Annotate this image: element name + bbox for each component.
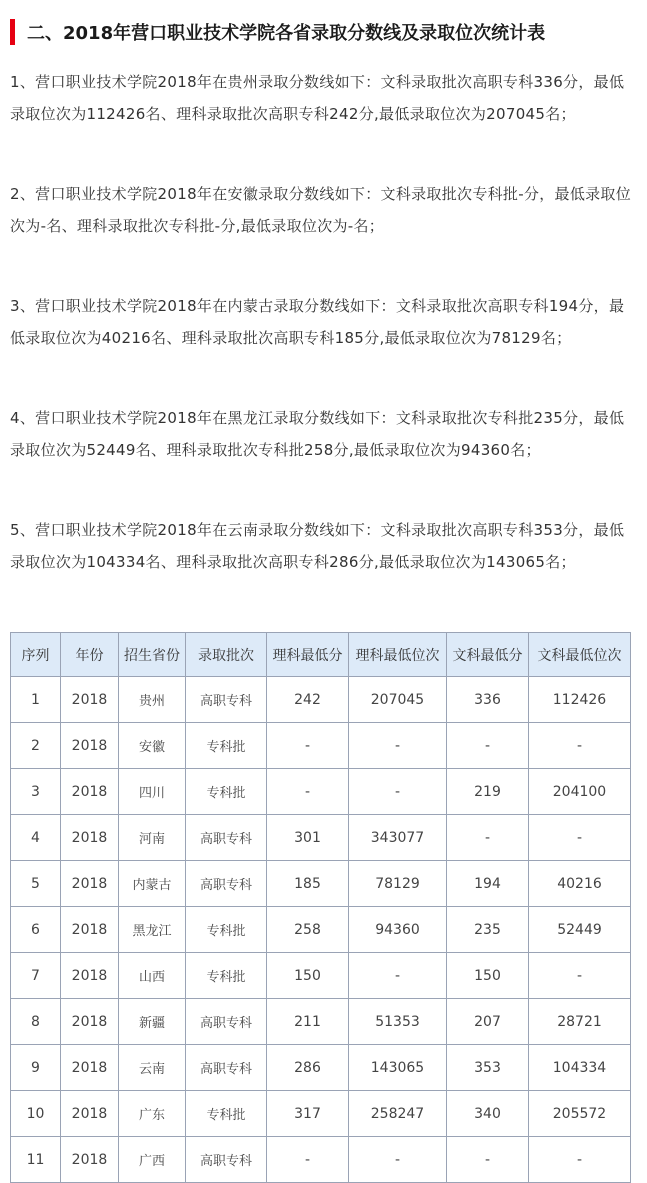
table-cell: 52449 [529, 907, 631, 953]
table-cell: 5 [11, 861, 61, 907]
table-cell: 9 [11, 1045, 61, 1091]
table-cell: 2018 [61, 907, 119, 953]
table-cell: 河南 [119, 815, 186, 861]
table-cell: - [267, 723, 349, 769]
table-header-row [11, 633, 631, 677]
table-cell: 4 [11, 815, 61, 861]
table-cell: 安徽 [119, 723, 186, 769]
admission-table-wrapper [10, 632, 631, 1183]
table-cell: - [267, 769, 349, 815]
table-cell: - [349, 769, 447, 815]
table-cell: 211 [267, 999, 349, 1045]
table-cell: 3 [11, 769, 61, 815]
table-cell: 高职专科 [186, 861, 267, 907]
table-row [11, 815, 631, 861]
table-cell: - [447, 1137, 529, 1183]
table-cell: 78129 [349, 861, 447, 907]
header-cell: 录取批次 [186, 633, 267, 677]
table-cell: 2018 [61, 953, 119, 999]
table-cell: 205572 [529, 1091, 631, 1137]
header-cell: 文科最低位次 [529, 633, 631, 677]
table-cell: 高职专科 [186, 1045, 267, 1091]
table-cell: 高职专科 [186, 999, 267, 1045]
table-cell: 专科批 [186, 907, 267, 953]
paragraph: 3、营口职业技术学院2018年在内蒙古录取分数线如下：文科录取批次高职专科194分，最低录取位次为40216名、理科录取批次高职专科185分,最低录取位次为78129名； [10, 297, 625, 347]
paragraph: 4、营口职业技术学院2018年在黑龙江录取分数线如下：文科录取批次专科批235分，最低录取位次为52449名、理科录取批次专科批258分,最低录取位次为94360名； [10, 409, 625, 459]
table-cell: 301 [267, 815, 349, 861]
table-cell: 高职专科 [186, 677, 267, 723]
table-row [11, 1045, 631, 1091]
table-row [11, 907, 631, 953]
table-cell: 7 [11, 953, 61, 999]
table-row [11, 769, 631, 815]
table-cell: 343077 [349, 815, 447, 861]
header-cell: 文科最低分 [447, 633, 529, 677]
table-cell: 258 [267, 907, 349, 953]
header-cell: 招生省份 [119, 633, 186, 677]
table-cell: - [529, 1137, 631, 1183]
heading-text: 二、2018年营口职业技术学院各省录取分数线及录取位次统计表 [27, 23, 546, 44]
table-cell: 2018 [61, 1137, 119, 1183]
table-cell: - [529, 815, 631, 861]
table-cell: 专科批 [186, 953, 267, 999]
table-cell: 317 [267, 1091, 349, 1137]
table-cell: 贵州 [119, 677, 186, 723]
table-row [11, 1091, 631, 1137]
table-cell: 340 [447, 1091, 529, 1137]
table-cell: - [267, 1137, 349, 1183]
table-cell: 高职专科 [186, 1137, 267, 1183]
table-cell: - [349, 953, 447, 999]
table-cell: 高职专科 [186, 815, 267, 861]
table-cell: 1 [11, 677, 61, 723]
table-cell: 242 [267, 677, 349, 723]
table-cell: 6 [11, 907, 61, 953]
table-cell: 150 [447, 953, 529, 999]
table-cell: 2018 [61, 999, 119, 1045]
paragraph-list [10, 66, 635, 578]
paragraph: 5、营口职业技术学院2018年在云南录取分数线如下：文科录取批次高职专科353分，最低录取位次为104334名、理科录取批次高职专科286分,最低录取位次为143065名； [10, 521, 625, 571]
table-cell: 207045 [349, 677, 447, 723]
table-row [11, 861, 631, 907]
section-heading [10, 18, 545, 46]
table-cell: 新疆 [119, 999, 186, 1045]
table-cell: - [349, 1137, 447, 1183]
header-cell: 理科最低位次 [349, 633, 447, 677]
admission-table [10, 632, 631, 1183]
table-cell: 11 [11, 1137, 61, 1183]
table-cell: 专科批 [186, 1091, 267, 1137]
table-cell: - [529, 723, 631, 769]
table-cell: - [447, 815, 529, 861]
table-cell: 四川 [119, 769, 186, 815]
table-cell: 143065 [349, 1045, 447, 1091]
table-cell: 112426 [529, 677, 631, 723]
table-cell: 10 [11, 1091, 61, 1137]
table-cell: 专科批 [186, 769, 267, 815]
table-row [11, 999, 631, 1045]
table-cell: 2018 [61, 1045, 119, 1091]
table-cell: 2018 [61, 815, 119, 861]
table-cell: - [349, 723, 447, 769]
table-body [11, 677, 631, 1183]
table-cell: 内蒙古 [119, 861, 186, 907]
table-row [11, 677, 631, 723]
header-cell: 理科最低分 [267, 633, 349, 677]
table-row [11, 723, 631, 769]
table-row [11, 953, 631, 999]
table-cell: 336 [447, 677, 529, 723]
table-cell: 258247 [349, 1091, 447, 1137]
table-cell: 40216 [529, 861, 631, 907]
table-cell: 2018 [61, 769, 119, 815]
table-cell: 104334 [529, 1045, 631, 1091]
heading-accent-bar [10, 19, 15, 45]
table-cell: 2018 [61, 1091, 119, 1137]
paragraph: 1、营口职业技术学院2018年在贵州录取分数线如下：文科录取批次高职专科336分，最低录取位次为112426名、理科录取批次高职专科242分,最低录取位次为207045名； [10, 73, 625, 123]
table-cell: 山西 [119, 953, 186, 999]
table-cell: 广西 [119, 1137, 186, 1183]
table-cell: 2018 [61, 723, 119, 769]
table-cell: 28721 [529, 999, 631, 1045]
table-row [11, 1137, 631, 1183]
table-cell: 专科批 [186, 723, 267, 769]
table-cell: 2 [11, 723, 61, 769]
table-cell: 150 [267, 953, 349, 999]
table-cell: 185 [267, 861, 349, 907]
table-cell: 51353 [349, 999, 447, 1045]
table-cell: 黑龙江 [119, 907, 186, 953]
table-cell: 353 [447, 1045, 529, 1091]
header-cell: 序列 [11, 633, 61, 677]
table-cell: 207 [447, 999, 529, 1045]
table-cell: 2018 [61, 861, 119, 907]
table-cell: 8 [11, 999, 61, 1045]
table-cell: 广东 [119, 1091, 186, 1137]
table-cell: 286 [267, 1045, 349, 1091]
table-cell: 94360 [349, 907, 447, 953]
table-cell: 云南 [119, 1045, 186, 1091]
table-cell: - [529, 953, 631, 999]
table-cell: - [447, 723, 529, 769]
table-cell: 194 [447, 861, 529, 907]
header-cell: 年份 [61, 633, 119, 677]
table-cell: 2018 [61, 677, 119, 723]
table-cell: 204100 [529, 769, 631, 815]
table-cell: 235 [447, 907, 529, 953]
table-cell: 219 [447, 769, 529, 815]
paragraph: 2、营口职业技术学院2018年在安徽录取分数线如下：文科录取批次专科批-分，最低录取位次为-名、理科录取批次专科批-分,最低录取位次为-名； [10, 185, 632, 235]
